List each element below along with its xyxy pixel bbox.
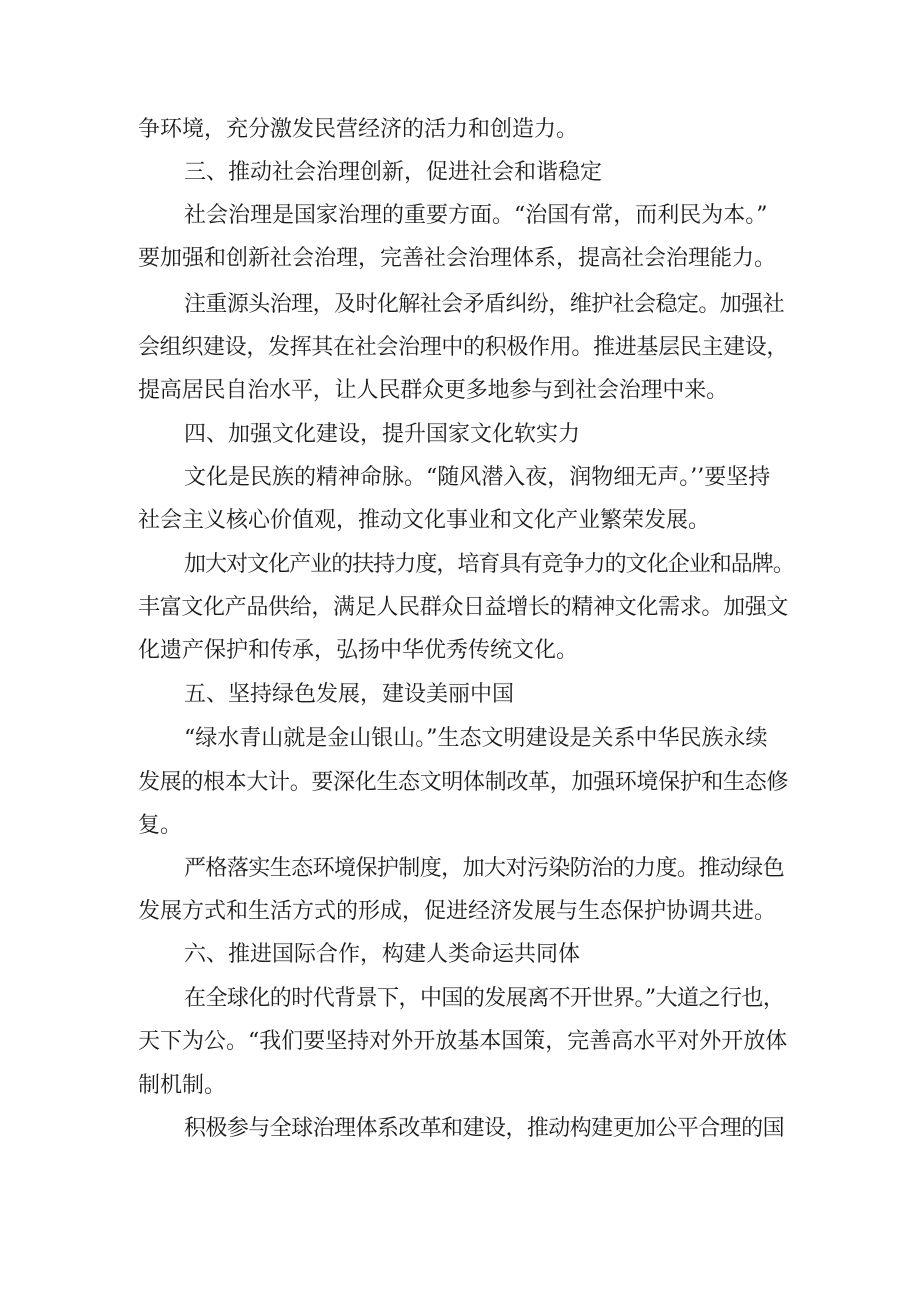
paragraph-line: 发展方式和生活方式的形成，促进经济发展与生态保护协调共进。 <box>138 899 777 924</box>
paragraph-line: 注重源头治理，及时化解社会矛盾纠纷，维护社会稳定。加强社 <box>184 292 785 317</box>
paragraph-line: 发展的根本大计。要深化生态文明体制改革，加强环境保护和生态修 <box>138 770 789 795</box>
section-heading-3: 三、推动社会治理创新，促进社会和谐稳定 <box>184 160 603 185</box>
paragraph-line: 在全球化的时代背景下，中国的发展离不开世界。”大道之行也， <box>184 986 785 1011</box>
paragraph-line: 会组织建设，发挥其在社会治理中的积极作用。推进基层民主建设， <box>138 335 789 360</box>
section-heading-5: 五、坚持绿色发展，建设美丽中国 <box>184 682 515 707</box>
paragraph-line: 社会治理是国家治理的重要方面。“治国有常，而利民为本。” <box>184 203 768 228</box>
paragraph-line: 要加强和创新社会治理，完善社会治理体系，提高社会治理能力。 <box>138 246 777 271</box>
paragraph-line: 社会主义核心价值观，推动文化事业和文化产业繁荣发展。 <box>138 508 711 533</box>
paragraph-line: 加大对文化产业的扶持力度，培育具有竞争力的文化企业和品牌。 <box>184 552 794 577</box>
paragraph-line: 积极参与全球治理体系改革和建设，推动构建更加公平合理的国 <box>184 1116 785 1141</box>
paragraph-line: 严格落实生态环境保护制度，加大对污染防治的力度。推动绿色 <box>184 856 785 881</box>
paragraph-line: “绿水青山就是金山银山。”生态文明建设是关系中华民族永续 <box>184 726 768 751</box>
paragraph-line: 复。 <box>138 813 183 838</box>
section-heading-4: 四、加强文化建设，提升国家文化软实力 <box>184 422 581 447</box>
paragraph-line: 提高居民自治水平，让人民群众更多地参与到社会治理中来。 <box>138 378 728 403</box>
paragraph-line: 文化是民族的精神命脉。“随风潜入夜，润物细无声。’’要坚持 <box>184 465 771 490</box>
paragraph-line: 化遗产保护和传承，弘扬中华优秀传统文化。 <box>138 638 579 663</box>
paragraph-line: 天下为公。“我们要坚持对外开放基本国策，完善高水平对外开放体 <box>138 1029 788 1054</box>
paragraph-line: 制机制。 <box>138 1073 227 1098</box>
paragraph-line: 丰富文化产品供给，满足人民群众日益增长的精神文化需求。加强文 <box>138 595 789 620</box>
section-heading-6: 六、推进国际合作，构建人类命运共同体 <box>184 942 581 967</box>
paragraph-line: 争环境，充分激发民营经济的活力和创造力。 <box>138 117 579 142</box>
